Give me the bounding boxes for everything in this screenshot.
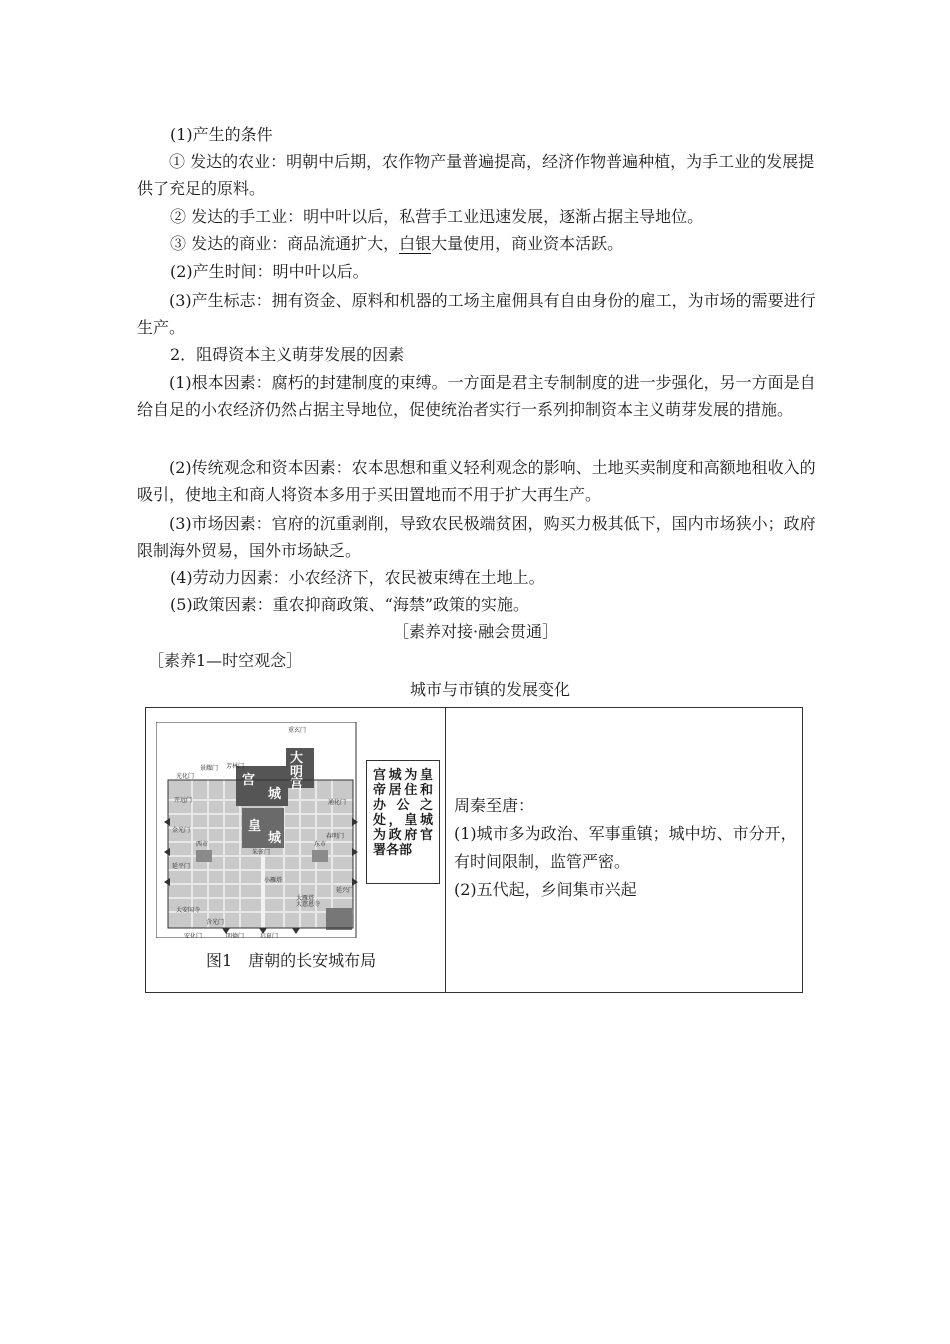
svg-text:金光门: 金光门 [172,827,191,834]
svg-text:大雁塔: 大雁塔 [296,895,315,902]
svg-text:西市: 西市 [196,841,209,848]
svg-text:延兴门: 延兴门 [336,887,355,894]
comparison-table [145,707,803,993]
svg-text:小雁塔: 小雁塔 [264,877,283,884]
literacy-label: ［素养1—时空观念］ [148,651,303,670]
para-sign: (3)产生标志：拥有资金、原料和机器的工场主雇佣具有自由身份的雇工，为市场的需要进行生产。 [137,291,816,337]
svg-text:春明门: 春明门 [326,833,345,840]
table-title: 城市与市镇的发展变化 [410,680,571,699]
right-heading: 周秦至唐： [454,796,535,815]
svg-text:开远门: 开远门 [174,797,193,804]
svg-text:延平门: 延平门 [172,863,191,870]
para-commerce [170,233,623,255]
svg-text:大慈恩寺: 大慈恩寺 [296,901,321,908]
map-caption: 图1 唐朝的长安城布局 [206,951,377,970]
para-time: (2)产生时间：明中叶以后。 [170,262,369,281]
para-commerce-pre: ③ 发达的商业：商品流通扩大， [170,234,400,253]
svg-text:安化门: 安化门 [184,933,203,938]
para-root-cause: (1)根本因素：腐朽的封建制度的束缚。一方面是君主专制制度的进一步强化，另一方面是自给自足的小农经济仍然占据主导地位，促使统治者实行一系列抑制资本主义萌芽发展的措施。 [137,373,816,419]
svg-text:宫: 宫 [290,777,304,792]
para-obstacles-heading: 2．阻碍资本主义萌芽发展的因素 [170,345,405,364]
svg-text:皇: 皇 [248,819,262,834]
para-conditions-heading: (1)产生的条件 [170,125,273,144]
svg-text:含光门: 含光门 [206,919,225,926]
svg-text:通化门: 通化门 [328,799,347,806]
para-commerce-post: 大量使用，商业资本活跃。 [431,234,624,253]
map-callout: 宫城为皇帝居住和办公之处，皇城为政府官署各部 [366,760,440,884]
svg-text:芳林门: 芳林门 [226,763,245,770]
svg-text:光化门: 光化门 [176,773,195,780]
svg-text:明德门: 明德门 [226,933,245,938]
right-cell [454,792,799,904]
para-tradition: (2)传统观念和资本因素：农本思想和重义轻利观念的影响、土地买卖制度和高额地租收入的吸引，使地主和商人将资本多用于买田置地而不用于扩大再生产。 [137,458,816,504]
right-item-1: (1)城市多为政治、军事重镇；城中坊、市分开，有时间限制，监管严密。 [454,824,797,871]
svg-text:城: 城 [268,831,282,846]
svg-text:景耀门: 景耀门 [200,765,219,772]
para-market: (3)市场因素：官府的沉重剥削，导致农民极端贫困，购买力极其低下，国内市场狭小；政府限制海外贸易，国外市场缺乏。 [137,514,816,560]
right-item-2: (2)五代起，乡间集市兴起 [454,880,637,899]
para-commerce-underlined: 白银 [399,234,432,253]
svg-text:启夏门: 启夏门 [260,933,279,938]
svg-text:明: 明 [290,765,304,780]
para-handicraft: ② 发达的手工业：明中叶以后，私营手工业迅速发展，逐渐占据主导地位。 [170,207,704,226]
svg-text:宫: 宫 [242,773,256,788]
svg-text:重玄门: 重玄门 [288,727,307,734]
svg-text:朱雀门: 朱雀门 [252,849,271,856]
para-agriculture: ① 发达的农业：明朝中后期，农作物产量普遍提高，经济作物普遍种植，为手工业的发展提供了充足的原料。 [137,152,815,198]
svg-text:大安国寺: 大安国寺 [176,907,201,914]
section-header: ［素养对接·融会贯通］ [393,622,559,641]
svg-text:城: 城 [268,787,282,802]
table-divider [445,708,446,992]
para-policy: (5)政策因素：重农抑商政策、“海禁”政策的实施。 [170,595,530,614]
svg-text:东市: 东市 [314,841,327,848]
furong-garden [326,908,352,930]
svg-text:大: 大 [290,751,304,766]
para-labor: (4)劳动力因素：小农经济下，农民被束缚在土地上。 [170,568,545,587]
